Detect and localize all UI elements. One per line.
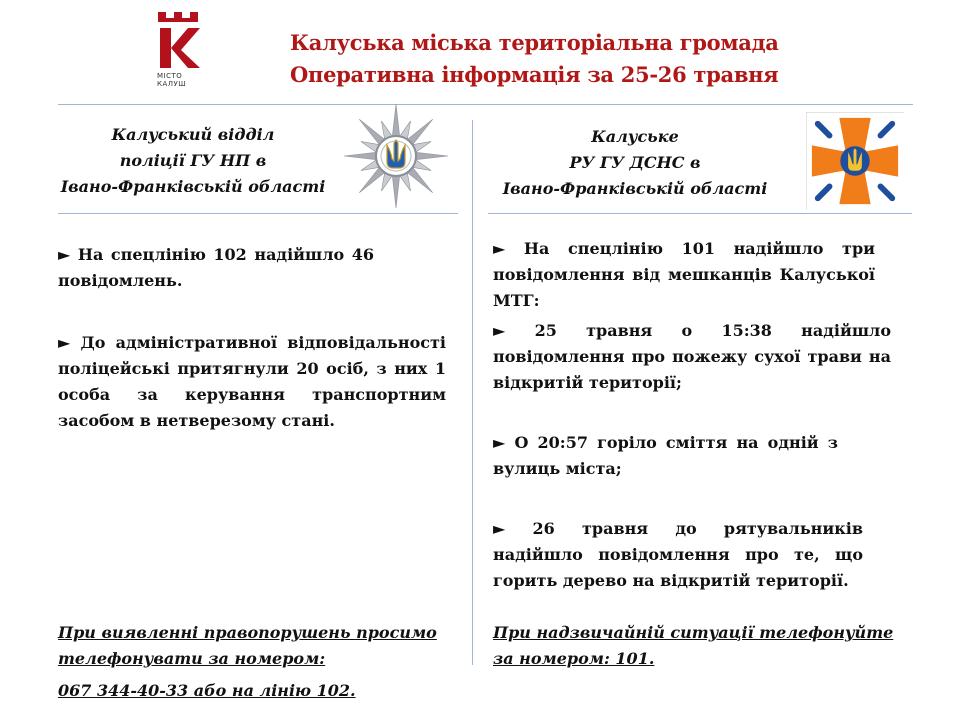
logo-caption (157, 72, 186, 88)
dsns-grass-fire-paragraph: ► 25 травня о 15:38 надійшло повідомлення про пожежу сухої трави на відкритій території; (493, 321, 891, 392)
dsns-trash-fire-paragraph: ► О 20:57 горіло сміття на одній з вулиць міста; (493, 433, 838, 478)
top-divider (58, 104, 913, 105)
logo-caption-line2: КАЛУШ (157, 80, 187, 88)
header-subtitle: Оперативна інформація за 25-26 травня (290, 62, 779, 87)
police-star-badge-icon (342, 102, 450, 210)
dsns-tree-fire-paragraph: ► 26 травня до рятувальників надійшло повідомлення про те, що горить дерево на відкритій території. (493, 519, 863, 590)
dsns-unit-name (490, 124, 780, 202)
logo-caption-line1: МІСТО (157, 72, 183, 80)
police-calls-paragraph: ► На спецлінію 102 надійшло 46 повідомлень. (58, 245, 374, 290)
police-name-line2: поліції ГУ НП в (119, 151, 267, 170)
header-title: Калуська міська територіальна громада (290, 30, 779, 55)
police-name-line1: Калуський відділ (111, 125, 275, 144)
dsns-name-line3: Івано-Франківській області (502, 179, 768, 198)
police-name-line3: Івано-Франківській області (60, 177, 326, 196)
police-offenses-paragraph: ► До адміністративної відповідальності поліцейські притягнули 20 осіб, з них 1 особа за керування транспортним засобом в нетверезому стані. (58, 333, 446, 430)
police-phone: 067 344-40-33 або на лінію 102. (58, 681, 356, 700)
dsns-contact-note: При надзвичайній ситуації телефонуйте за номером: 101. (493, 623, 894, 668)
dsns-name-line1: Калуське (591, 127, 679, 146)
column-divider (472, 120, 473, 665)
right-section-divider (488, 213, 912, 214)
dsns-name-line2: РУ ГУ ДСНС в (569, 153, 701, 172)
rescue-cross-emblem-icon (806, 112, 904, 210)
dsns-calls-paragraph: ► На спецлінію 101 надійшло три повідомлення від мешканців Калуської МТГ: (493, 239, 875, 310)
police-unit-name (58, 122, 328, 200)
left-section-divider (58, 213, 458, 214)
police-contact-note: При виявленні правопорушень просимо телефонувати за номером: (58, 623, 437, 668)
